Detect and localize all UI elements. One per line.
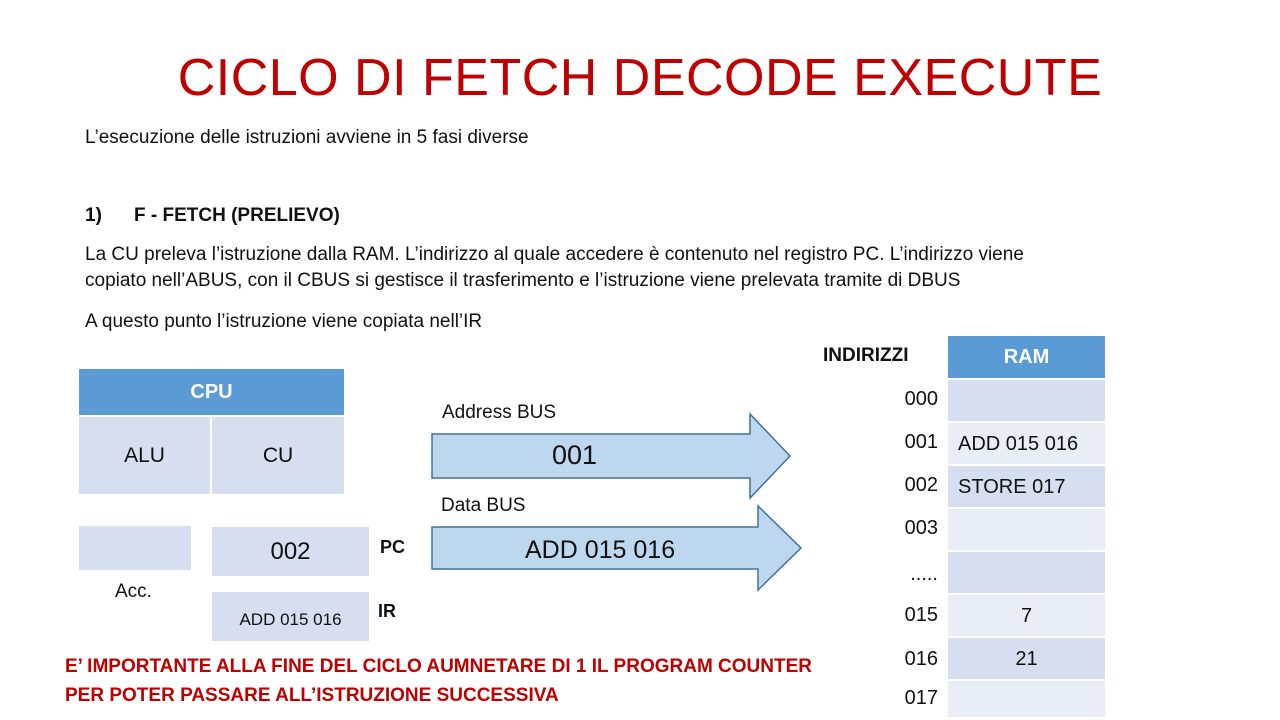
step-number: 1) (85, 205, 102, 226)
page-title: CICLO DI FETCH DECODE EXECUTE (177, 49, 1103, 107)
ram-address: 016 (904, 648, 938, 670)
ram-row (948, 593, 1105, 637)
cpu-header: CPU (79, 369, 344, 415)
ram-address: 002 (904, 474, 938, 496)
cu-cell: CU (212, 417, 344, 494)
pc-register: 002 (212, 527, 369, 576)
accumulator-label: Acc. (115, 581, 152, 602)
data-bus-label: Data BUS (441, 495, 526, 516)
address-bus-value: 001 (552, 440, 598, 470)
ram-cell: 7 (1020, 604, 1033, 627)
paragraph-line-2: copiato nell’ABUS, con il CBUS si gestisce il trasferimento e l’istruzione viene prelevata tramite di DBUS (85, 270, 961, 291)
ir-label: IR (378, 601, 396, 621)
ram-cell: STORE 017 (958, 475, 1066, 498)
ir-register: ADD 015 016 (212, 592, 369, 641)
ram-row (948, 507, 1105, 551)
ram-row (948, 464, 1105, 508)
ram-address: 000 (904, 388, 938, 410)
ram-row (948, 421, 1105, 465)
ram-row (948, 550, 1105, 594)
ram-address: 015 (904, 604, 938, 626)
intro-text: L’esecuzione delle istruzioni avviene in 5 fasi diverse (85, 127, 529, 148)
ram-row (948, 378, 1105, 422)
alu-cell: ALU (79, 417, 210, 494)
ram-cell: 21 (1015, 647, 1038, 670)
warning-line-1: E’ IMPORTANTE ALLA FINE DEL CICLO AUMNETARE DI 1 IL PROGRAM COUNTER (65, 656, 812, 677)
paragraph-ir: A questo punto l’istruzione viene copiata nell’IR (85, 311, 483, 332)
addresses-header: INDIRIZZI (823, 345, 909, 366)
data-bus-value: ADD 015 016 (525, 536, 676, 564)
ram-row (948, 679, 1105, 717)
pc-label: PC (380, 537, 406, 557)
accumulator-register (79, 526, 191, 570)
ram-cell: ADD 015 016 (958, 432, 1079, 455)
ram-header: RAM (948, 336, 1105, 378)
paragraph-line-1: La CU preleva l’istruzione dalla RAM. L’indirizzo al quale accedere è contenuto nel registro PC. L’indirizzo viene (85, 244, 1024, 265)
ram-address: ..... (910, 563, 938, 585)
ram-address: 003 (904, 517, 938, 539)
step-title: F - FETCH (PRELIEVO) (134, 205, 340, 226)
ram-row (948, 636, 1105, 680)
address-bus-arrow (428, 410, 798, 500)
ram-address: 001 (904, 431, 938, 453)
address-bus-label: Address BUS (442, 402, 557, 423)
warning-line-2: PER POTER PASSARE ALL’ISTRUZIONE SUCCESSIVA (65, 685, 559, 706)
ram-address: 017 (904, 687, 938, 709)
